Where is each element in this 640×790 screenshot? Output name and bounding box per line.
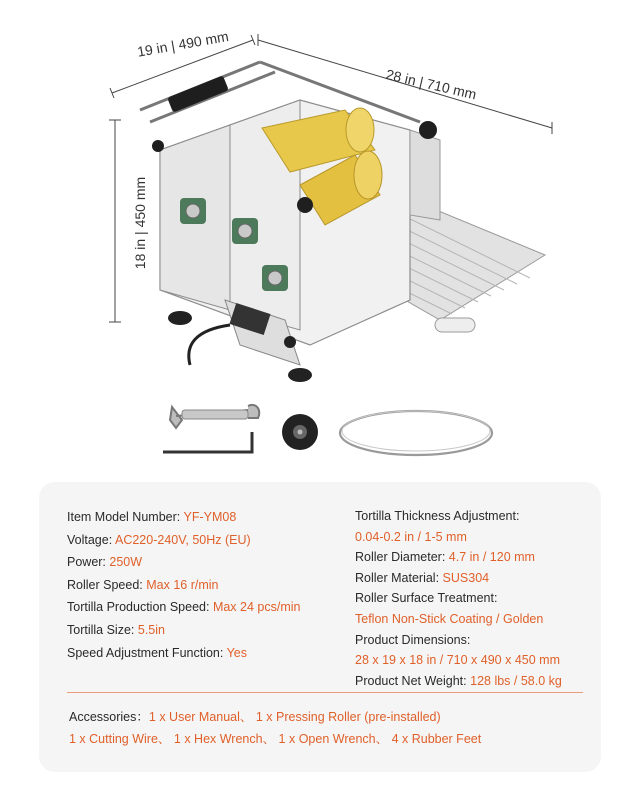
spec-row-power: [67, 551, 337, 574]
accessories-items-1: 1 x User Manual、 1 x Pressing Roller (pre-installed): [148, 710, 441, 724]
spec-value: 4.7 in / 120 mm: [448, 550, 535, 565]
specs-right-column: [355, 506, 595, 691]
spec-label: Tortilla Thickness Adjustment:: [355, 509, 520, 523]
spec-label: Roller Surface Treatment:: [355, 591, 498, 606]
spec-row-net-weight: [355, 671, 595, 692]
specs-left-column: [67, 506, 337, 664]
spec-row-roller-material: [355, 568, 595, 589]
spec-label: Roller Speed:: [67, 577, 143, 592]
accessories-section: [69, 706, 481, 750]
accessories-label: Accessories：: [69, 710, 149, 724]
spec-value: Yes: [226, 645, 248, 660]
rubber-foot: [168, 311, 192, 325]
spec-label: Speed Adjustment Function:: [67, 645, 224, 660]
adjust-knob-icon: [152, 140, 164, 152]
spec-value: YF-YM08: [183, 510, 237, 524]
accessories-items-2: 1 x Cutting Wire、 1 x Hex Wrench、 1 x Open Wrench、 4 x Rubber Feet: [69, 732, 482, 746]
spec-label: Item Model Number:: [67, 510, 181, 524]
spec-value: AC220-240V, 50Hz (EU): [114, 532, 251, 547]
specifications-card: [39, 482, 601, 772]
spec-value: SUS304: [442, 570, 490, 585]
length-dimension-label: 28 in | 710 mm: [384, 66, 478, 103]
spec-label: Voltage:: [67, 532, 113, 547]
adjust-knob-icon: [297, 197, 313, 213]
spec-label: Product Net Weight:: [355, 673, 467, 688]
height-dimension-label: 18 in | 450 mm: [132, 176, 148, 270]
spec-label: Tortilla Production Speed:: [67, 600, 210, 615]
adjust-knob-icon: [419, 121, 437, 139]
spec-row-model: [67, 506, 337, 529]
rubber-foot: [288, 368, 312, 382]
cutting-wire-icon: [340, 411, 492, 455]
spec-value: 250W: [109, 555, 143, 570]
spec-row-roller-diameter: [355, 547, 595, 568]
spec-row-voltage: [67, 529, 337, 552]
spec-row-roller-speed: [67, 574, 337, 597]
spec-value: Max 24 pcs/min: [212, 600, 301, 615]
spec-label: Product Dimensions:: [355, 632, 471, 647]
spec-label: Roller Material:: [355, 570, 440, 585]
spec-label: Tortilla Size:: [67, 622, 135, 637]
rubber-foot-part-icon: [282, 414, 318, 450]
power-cord: [189, 325, 230, 365]
divider: [67, 692, 583, 693]
spec-value: Teflon Non-Stick Coating / Golden: [355, 611, 544, 626]
open-wrench-icon: [170, 405, 259, 428]
spec-row-production-speed: [67, 596, 337, 619]
spec-row-tortilla-size: [67, 619, 337, 642]
accessories-line-1: [69, 706, 481, 728]
hex-wrench-icon: [163, 432, 252, 452]
spec-label: Power:: [67, 555, 106, 570]
spec-value: 5.5in: [137, 622, 165, 637]
spec-label: Roller Diameter:: [355, 550, 446, 565]
spec-value: 128 lbs / 58.0 kg: [470, 673, 562, 688]
spec-value: 0.04-0.2 in / 1-5 mm: [355, 529, 467, 544]
speed-dial-icon: [284, 336, 296, 348]
spec-value: Max 16 r/min: [146, 577, 219, 592]
spec-row-speed-adjustment: [67, 642, 337, 665]
width-dimension-label: 19 in | 490 mm: [136, 27, 230, 60]
spec-value: 28 x 19 x 18 in / 710 x 490 x 450 mm: [355, 653, 560, 668]
